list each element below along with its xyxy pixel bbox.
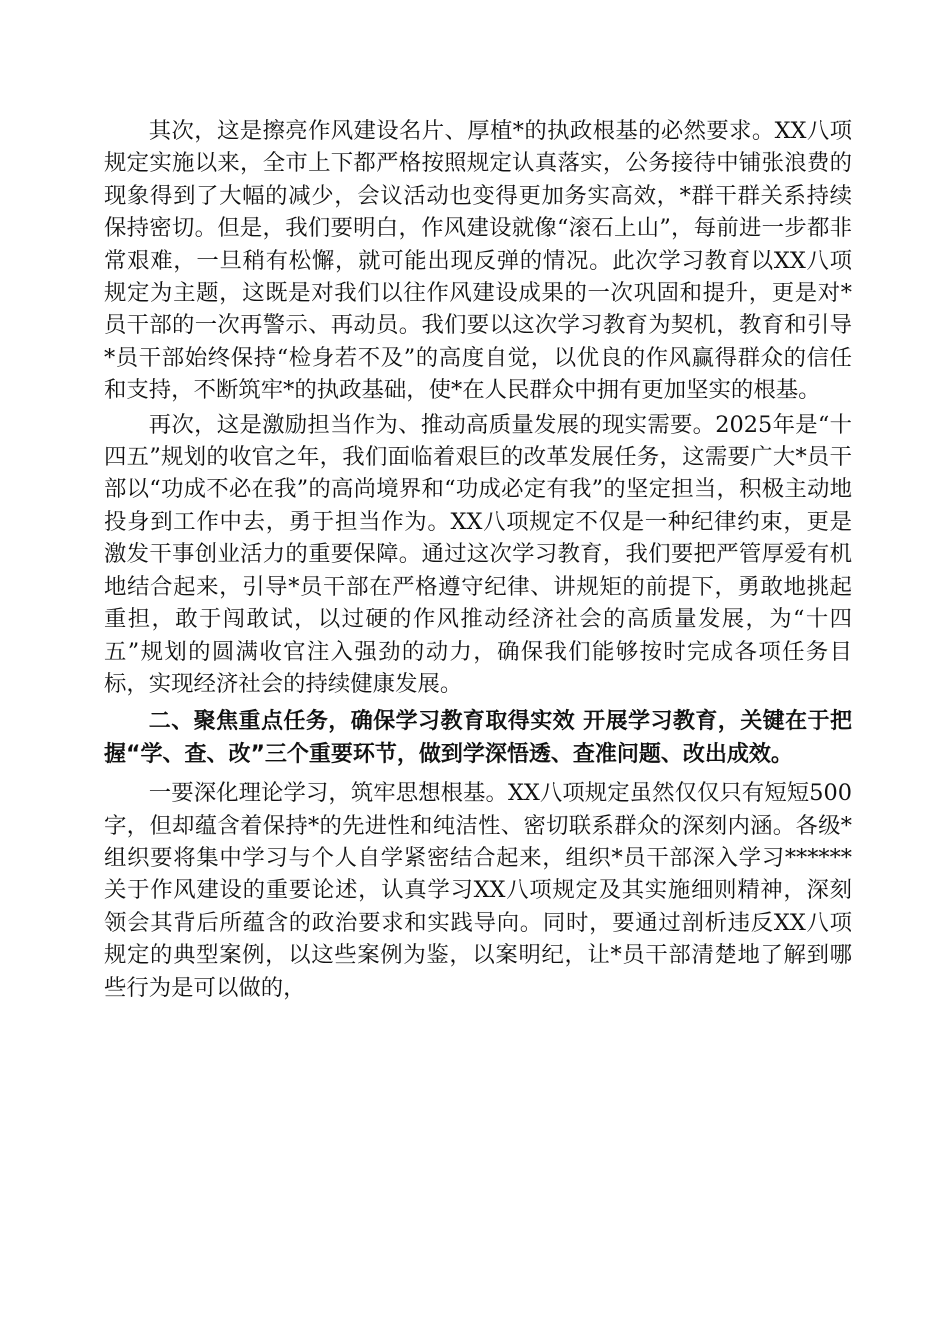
paragraph-3: 一要深化理论学习，筑牢思想根基。XX八项规定虽然仅仅只有短短500字，但却蕴含着保持*的先进性和纯洁性、密切联系群众的深刻内涵。各级*组织要将集中学习与个人自学紧密结合起来，组织*员干部深入学习******关于作风建设的重要论述，认真学习XX八项规定及其实施细则精神，深刻领会其背后所蕴含的政治要求和实践导向。同时，要通过剖析违反XX八项规定的典型案例，以这些案例为鉴，以案明纪，让*员干部清楚地了解到哪些行为是可以做的， xyxy=(104,780,852,1001)
document-page xyxy=(104,115,852,1004)
section-heading: 二、聚焦重点任务，确保学习教育取得实效 开展学习教育，关键在于把握“学、查、改”三个重要环节，做到学深悟透、查准问题、改出成效。 xyxy=(104,709,852,767)
paragraph-1: 其次，这是擦亮作风建设名片、厚植*的执政根基的必然要求。XX八项规定实施以来，全市上下都严格按照规定认真落实，公务接待中铺张浪费的现象得到了大幅的减少，会议活动也变得更加务实高效，*群干群关系持续保持密切。但是，我们要明白，作风建设就像“滚石上山”，每前进一步都非常艰难，一旦稍有松懈，就可能出现反弹的情况。此次学习教育以XX八项规定为主题，这既是对我们以往作风建设成果的一次巩固和提升，更是对*员干部的一次再警示、再动员。我们要以这次学习教育为契机，教育和引导*员干部始终保持“检身若不及”的高度自觉，以优良的作风赢得群众的信任和支持，不断筑牢*的执政基础，使*在人民群众中拥有更加坚实的根基。 xyxy=(104,118,852,404)
paragraph-2: 再次，这是激励担当作为、推动高质量发展的现实需要。2025年是“十四五”规划的收官之年，我们面临着艰巨的改革发展任务，这需要广大*员干部以“功成不必在我”的高尚境界和“功成必定有我”的坚定担当，积极主动地投身到工作中去，勇于担当作为。XX八项规定不仅是一种纪律约束，更是激发干事创业活力的重要保障。通过这次学习教育，我们要把严管厚爱有机地结合起来，引导*员干部在严格遵守纪律、讲规矩的前提下，勇敢地挑起重担，敢于闯敢试，以过硬的作风推动经济社会的高质量发展，为“十四五”规划的圆满收官注入强劲的动力，确保我们能够按时完成各项任务目标，实现经济社会的持续健康发展。 xyxy=(104,411,852,697)
